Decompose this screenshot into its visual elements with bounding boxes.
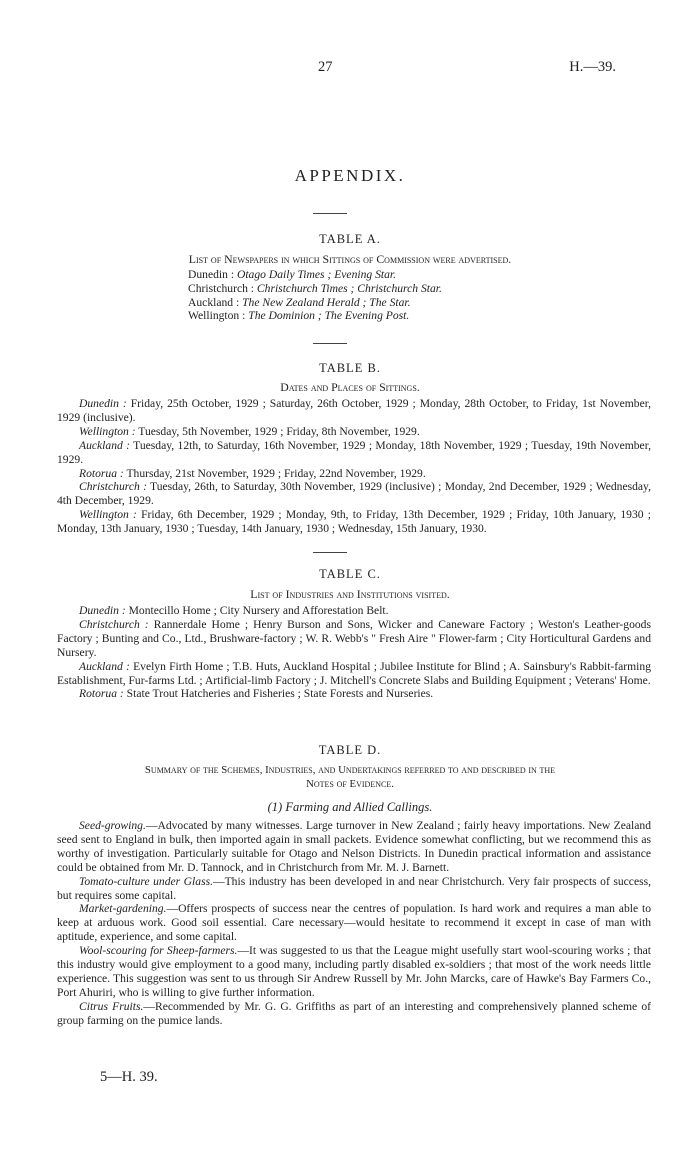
sitting-entry: Rotorua : Thursday, 21st November, 1929 ; Friday, 22nd November, 1929. xyxy=(79,466,426,480)
table-c-title: TABLE C. xyxy=(319,567,381,581)
institution-entry: Christchurch : Rannerdale Home ; Henry Burson and Sons, Wicker and Caneware Factory ; Weston's Leather-goods Factory ; Bunting and Co., Ltd., Brushware-factory ; W. R. Webb's " Fresh Aire " Flower-farm ; City Horticultural Gardens and Nursery. xyxy=(57,617,651,659)
table-a-caption: List of Newspapers in which Sittings of Commission were advertised. xyxy=(188,252,512,266)
institutions-list xyxy=(57,604,651,701)
table-d-title: TABLE D. xyxy=(318,743,382,757)
appendix-title: APPENDIX. xyxy=(294,166,406,185)
section-subheading: (1) Farming and Allied Callings. xyxy=(267,800,433,814)
scheme-entry: Seed-growing.—Advocated by many witnesses. Large turnover in New Zealand ; fairly heavy importations. New Zealand seed sent to England in bulk, then imported again in small packets. Evidence somewhat conflicting, but we recommend this as worthy of investigation. Particularly suitable for Otago and Nelson Districts. In Dunedin practical information and assistance could be obtained from Mr. D. Tannock, and in Christchurch from Mr. M. J. Barnett. xyxy=(57,819,651,874)
sitting-entry: Wellington : Tuesday, 5th November, 1929 ; Friday, 8th November, 1929. xyxy=(79,424,420,438)
table-d-caption-line2: Notes of Evidence. xyxy=(306,778,394,790)
sitting-entry: Christchurch : Tuesday, 26th, to Saturday, 30th November, 1929 (inclusive) ; Monday, 2nd December, 1929 ; Wednesday, 4th December, 1929. xyxy=(57,480,651,508)
document-reference: H.—39. xyxy=(569,59,616,75)
schemes-list xyxy=(57,819,651,1028)
scheme-entry: Citrus Fruits.—Recommended by Mr. G. G. Griffiths as part of an interesting and comprehensively planned scheme of group farming on the pumice lands. xyxy=(57,999,651,1027)
table-c-caption: List of Industries and Institutions visited. xyxy=(250,587,450,601)
signature-mark: 5—H. 39. xyxy=(100,1069,158,1085)
scheme-entry: Market-gardening.—Offers prospects of success near the centres of population. Is hard work and requires a man able to keep at arduous work. Good soil essential. Care necessary—would hesitate to recommend it except in case of man with aptitude, experience, and some capital. xyxy=(57,902,651,944)
sitting-entry: Wellington : Friday, 6th December, 1929 ; Monday, 9th, to Friday, 13th December, 1929 ; Friday, 10th January, 1930 ; Monday, 13th January, 1930 ; Tuesday, 14th January, 1930 ; Wednesday, 15th January, 1930. xyxy=(57,508,652,536)
divider xyxy=(313,343,347,344)
institution-entry: Rotorua : State Trout Hatcheries and Fisheries ; State Forests and Nurseries. xyxy=(79,687,434,701)
sitting-entry: Auckland : Tuesday, 12th, to Saturday, 16th November, 1929 ; Monday, 18th November, 1929 ; Tuesday, 19th November, 1929. xyxy=(57,438,651,466)
divider xyxy=(313,213,347,214)
institution-entry: Dunedin : Montecillo Home ; City Nursery and Afforestation Belt. xyxy=(79,604,389,617)
sitting-entry: Dunedin : Friday, 25th October, 1929 ; Saturday, 26th October, 1929 ; Monday, 28th October, to Friday, 1st November, 1929 (inclusive). xyxy=(57,397,652,424)
page-number: 27 xyxy=(318,59,333,75)
sittings-list xyxy=(57,397,651,536)
newspaper-row: Christchurch : Christchurch Times ; Christchurch Star. xyxy=(188,281,442,295)
table-d-caption: Summary of the Schemes, Industries, and Undertakings referred to and described in the xyxy=(144,764,556,776)
table-a-title: TABLE A. xyxy=(319,232,381,246)
scheme-entry: Wool-scouring for Sheep-farmers.—It was suggested to us that the League might usefully start wool-scouring works ; that this industry would give employment to a good many, including partly disabled ex-soldiers ; that most of the work needs little experience. This suggestion was sent to us through Sir Andrew Russell by Mr. John Marcks, care of Hawke's Bay Farmers Co., Port Ahuriri, who is willing to give further information. xyxy=(57,944,652,999)
divider xyxy=(313,552,347,553)
newspaper-row: Auckland : The New Zealand Herald ; The Star. xyxy=(188,295,411,309)
table-b-title: TABLE B. xyxy=(319,361,381,375)
table-b-caption: Dates and Places of Sittings. xyxy=(280,380,420,394)
newspaper-list xyxy=(188,268,442,323)
newspaper-row: Wellington : The Dominion ; The Evening Post. xyxy=(188,309,410,323)
scheme-entry: Tomato-culture under Glass.—This industry has been developed in and near Christchurch. Very fair prospects of success, but requires some capital. xyxy=(57,874,652,902)
institution-entry: Auckland : Evelyn Firth Home ; T.B. Huts, Auckland Hospital ; Jubilee Institute for Blind ; A. Sainsbury's Rabbit-farming Establishment, Fur-farms Ltd. ; Artificial-limb Factory ; J. Mitchell's Concrete Slabs and Building Equipment ; Veterans' Home. xyxy=(57,659,651,687)
newspaper-row: Dunedin : Otago Daily Times ; Evening Star. xyxy=(188,268,397,281)
